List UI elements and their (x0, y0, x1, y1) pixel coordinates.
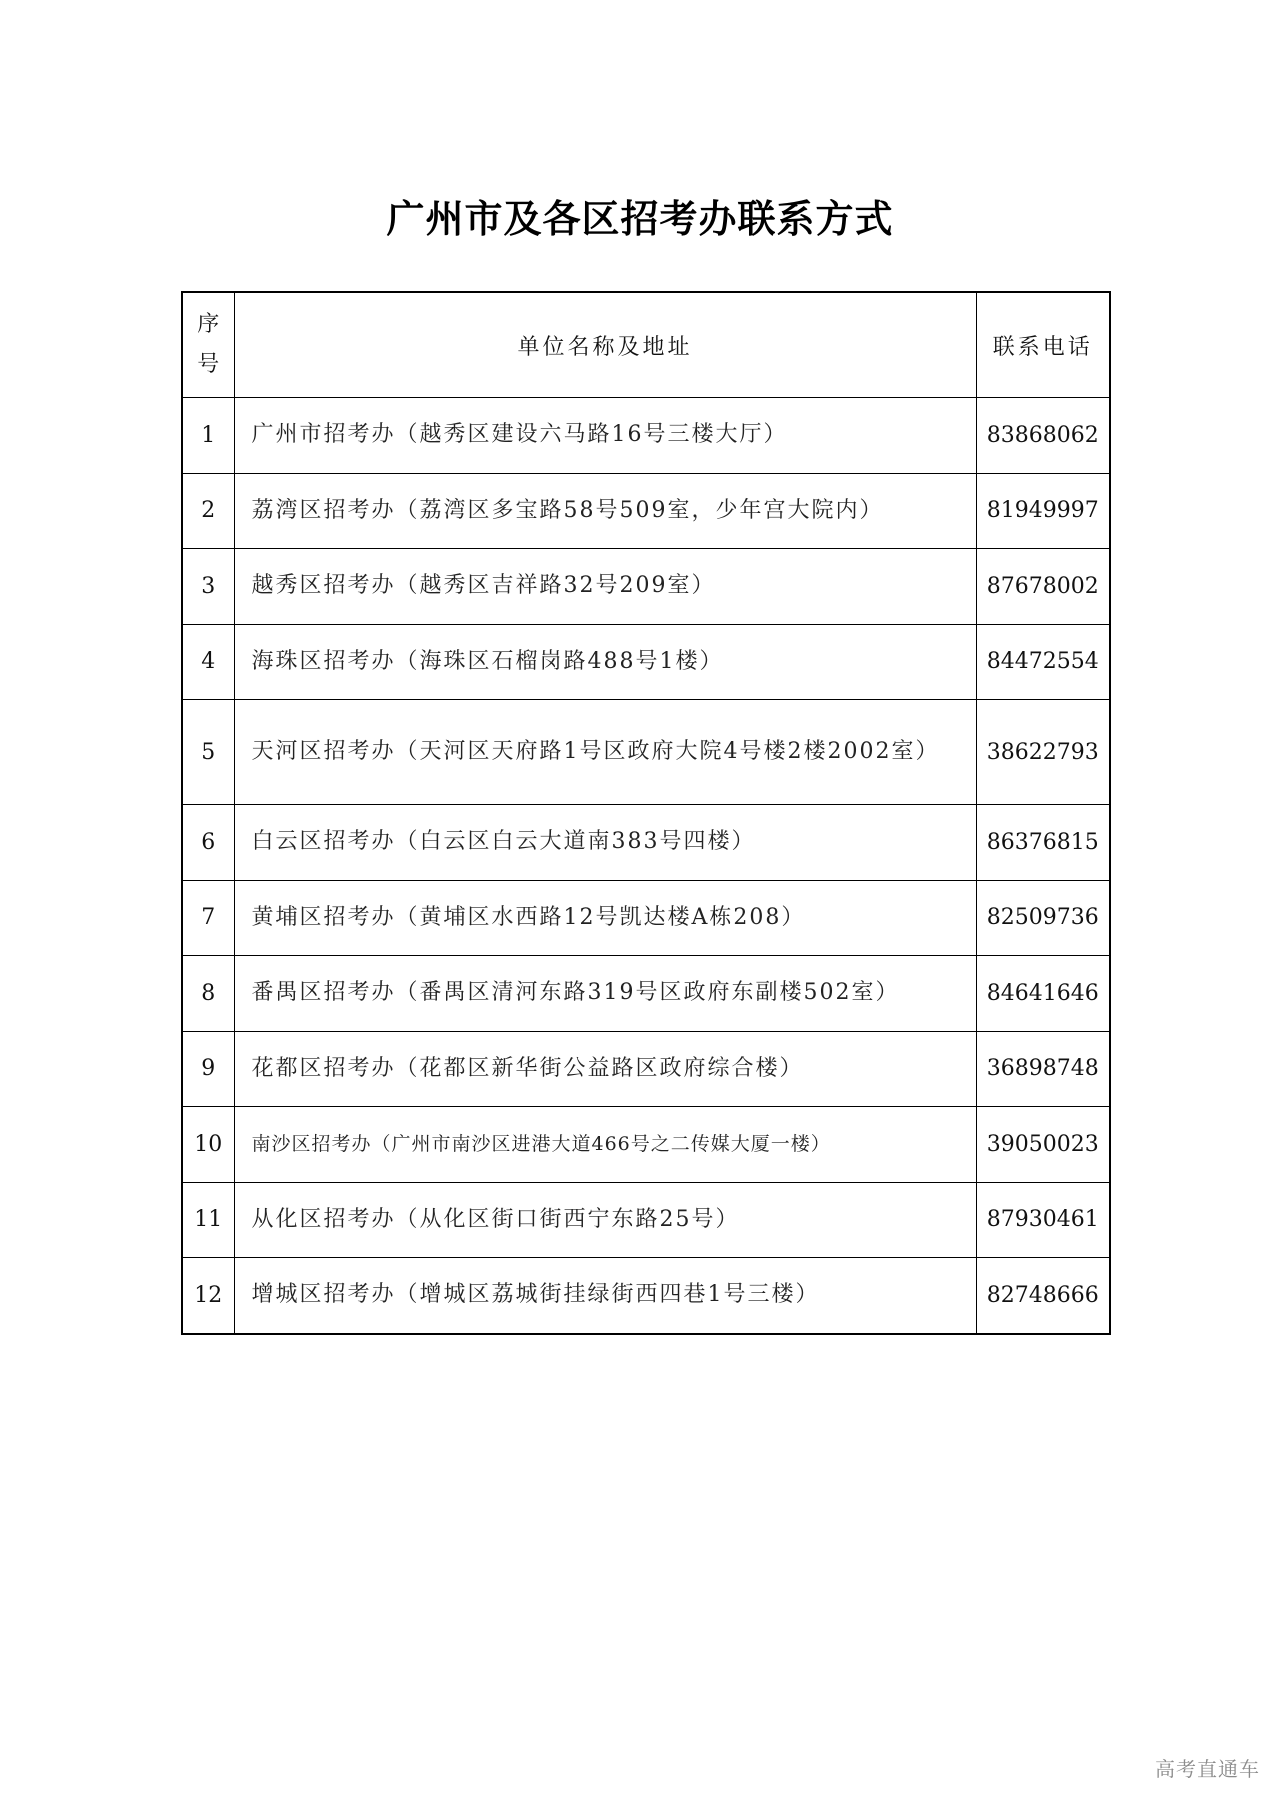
row-name-address: 广州市招考办（越秀区建设六马路16号三楼大厅） (234, 398, 976, 474)
row-index: 4 (182, 624, 234, 700)
row-index: 12 (182, 1258, 234, 1334)
row-name-address: 黄埔区招考办（黄埔区水西路12号凯达楼A栋208） (234, 880, 976, 956)
table-row (182, 473, 1110, 549)
table-row (182, 1182, 1110, 1258)
row-index: 3 (182, 549, 234, 625)
row-index: 1 (182, 398, 234, 474)
table-row (182, 880, 1110, 956)
page-title: 广州市及各区招考办联系方式 (386, 197, 894, 241)
row-name-address: 花都区招考办（花都区新华街公益路区政府综合楼） (234, 1031, 976, 1107)
row-index: 9 (182, 1031, 234, 1107)
row-phone: 86376815 (976, 805, 1110, 881)
row-name-address: 南沙区招考办（广州市南沙区进港大道466号之二传媒大厦一楼） (234, 1107, 976, 1183)
contacts-table (181, 291, 1111, 1335)
header-index-line1: 序 (197, 312, 220, 337)
row-index: 11 (182, 1182, 234, 1258)
watermark: 高考直通车 (1155, 1757, 1260, 1781)
header-phone: 联系电话 (976, 292, 1110, 398)
row-name-address: 海珠区招考办（海珠区石榴岗路488号1楼） (234, 624, 976, 700)
row-phone: 84641646 (976, 956, 1110, 1032)
row-index: 10 (182, 1107, 234, 1183)
table-row (182, 700, 1110, 805)
row-name-address: 番禺区招考办（番禺区清河东路319号区政府东副楼502室） (234, 956, 976, 1032)
row-name-address: 增城区招考办（增城区荔城街挂绿街西四巷1号三楼） (234, 1258, 976, 1334)
row-phone: 39050023 (976, 1107, 1110, 1183)
row-name-address: 从化区招考办（从化区街口街西宁东路25号） (234, 1182, 976, 1258)
row-name-address: 越秀区招考办（越秀区吉祥路32号209室） (234, 549, 976, 625)
row-phone: 82509736 (976, 880, 1110, 956)
row-phone: 38622793 (976, 700, 1110, 805)
table-row (182, 805, 1110, 881)
row-phone: 82748666 (976, 1258, 1110, 1334)
table-row (182, 398, 1110, 474)
table-row (182, 624, 1110, 700)
table-row (182, 1031, 1110, 1107)
header-index-line2: 号 (197, 352, 220, 377)
row-index: 6 (182, 805, 234, 881)
row-index: 5 (182, 700, 234, 805)
table-row (182, 956, 1110, 1032)
row-phone: 87678002 (976, 549, 1110, 625)
table-row (182, 1107, 1110, 1183)
header-index (182, 292, 234, 398)
row-index: 7 (182, 880, 234, 956)
row-name-address: 荔湾区招考办（荔湾区多宝路58号509室，少年宫大院内） (234, 473, 976, 549)
row-phone: 36898748 (976, 1031, 1110, 1107)
row-name-address: 天河区招考办（天河区天府路1号区政府大院4号楼2楼2002室） (234, 700, 976, 805)
row-phone: 83868062 (976, 398, 1110, 474)
table-row (182, 549, 1110, 625)
row-index: 8 (182, 956, 234, 1032)
row-index: 2 (182, 473, 234, 549)
table-header-row (182, 292, 1110, 398)
row-phone: 84472554 (976, 624, 1110, 700)
header-name-address: 单位名称及地址 (234, 292, 976, 398)
table-row (182, 1258, 1110, 1334)
row-phone: 87930461 (976, 1182, 1110, 1258)
row-name-address: 白云区招考办（白云区白云大道南383号四楼） (234, 805, 976, 881)
row-phone: 81949997 (976, 473, 1110, 549)
